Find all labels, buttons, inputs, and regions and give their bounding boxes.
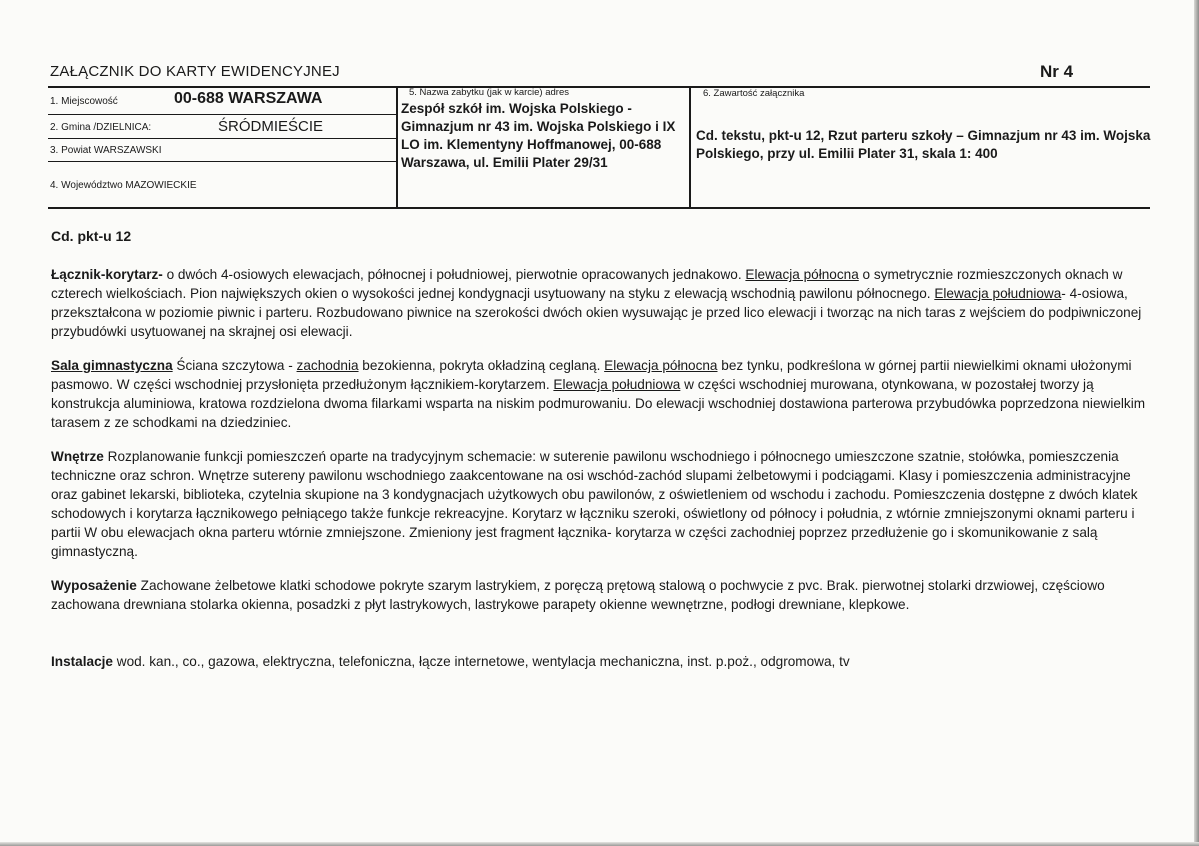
paragraph-text: Zachowane żelbetowe klatki schodowe pokryte szarym lastrykiem, z poręczą prętową stalową o pochwycie z pvc. Brak. pierwotnej stolarki drzwiowej, częściowo zachowana drewniana stolarka okienna, posadzki z płyt lastrykowych, lastrykowe parapety okienne wewnętrzne, podłogi drewniane, klepkowe. bbox=[51, 578, 1105, 612]
field-value-miejscowosc: 00-688 WARSZAWA bbox=[174, 90, 323, 107]
paragraph-lead: Wyposażenie bbox=[51, 578, 137, 593]
paragraph-text: w części wschodniej murowana, otynkowana, w pozostałej tworzy ją konstrukcja aluminiowa, kratowa rozdzielona dwoma filarkami wsparta na niskim podmurowaniu. Do elewacji wschodniej dostawiona parterowa przybudówka poprzedzona niewielkim tarasem z ze schodkami na dziedziniec. bbox=[51, 377, 1146, 430]
paragraph-lead: Instalacje bbox=[51, 654, 113, 669]
field-label-powiat: 3. Powiat WARSZAWSKI bbox=[50, 145, 162, 156]
underlined-term: Elewacja północna bbox=[745, 267, 859, 282]
paragraph-sala bbox=[51, 356, 1156, 432]
underlined-term: Elewacja południowa bbox=[553, 377, 681, 392]
row-divider bbox=[48, 138, 396, 139]
scan-edge bbox=[1194, 0, 1199, 846]
column-divider bbox=[689, 86, 691, 208]
paragraph-text: wod. kan., co., gazowa, elektryczna, telefoniczna, łącze internetowe, wentylacja mechaniczna, inst. p.poż., odgromowa, tv bbox=[112, 654, 850, 669]
document-title: ZAŁĄCZNIK DO KARTY EWIDENCYJNEJ bbox=[50, 63, 340, 80]
field-value-nazwa: Zespół szkół im. Wojska Polskiego - Gimnazjum nr 43 im. Wojska Polskiego i IX LO im. Klementyny Hoffmanowej, 00-688 Warszawa, ul. Emilii Plater 29/31 bbox=[401, 101, 676, 170]
paragraph-lead: Wnętrze bbox=[51, 449, 104, 464]
underlined-term: Elewacja północna bbox=[604, 358, 718, 373]
form-bottom-border bbox=[48, 207, 1150, 209]
field-label-wojewodztwo: 4. Województwo MAZOWIECKIE bbox=[50, 180, 197, 191]
paragraph-instalacje bbox=[51, 652, 1156, 671]
field-label-gmina: 2. Gmina /DZIELNICA: bbox=[50, 122, 152, 133]
paragraph-text: Ściana szczytowa - bbox=[172, 358, 297, 373]
field-value-gmina: ŚRÓDMIEŚCIE bbox=[218, 118, 324, 135]
row-divider bbox=[48, 161, 396, 162]
paragraph-wyposazenie bbox=[51, 576, 1156, 614]
row-divider bbox=[48, 114, 396, 115]
form-top-border bbox=[48, 86, 1150, 88]
paragraph-lacznik bbox=[51, 265, 1156, 341]
paragraph-lead: Łącznik-korytarz- bbox=[51, 267, 163, 282]
field-label-nazwa: 5. Nazwa zabytku (jak w karcie) adres bbox=[409, 87, 569, 98]
paragraph-text: o symetrycznie rozmieszczonych oknach w czterech wielkościach. Pion największych okien o wysokości jednej kondygnacji usytuowany na styku z elewacją wschodnią pawilonu północnego. bbox=[51, 267, 1123, 301]
paragraph-text: bezokienna, pokryta okładziną ceglaną. bbox=[358, 358, 605, 373]
column-divider bbox=[396, 86, 398, 208]
scan-edge bbox=[0, 842, 1199, 846]
underlined-term: Elewacja południowa bbox=[934, 286, 1062, 301]
paragraph-text: - 4-osiowa, przekształcona w poziomie piwnic i parteru. Rozbudowano piwnice na szerokości dwóch okien wysuwając je przed lico elewacji i tworząc na nich taras z wejściem do podpiwniczonej przybudówki usytuowanej na skrajnej osi elewacji. bbox=[51, 286, 1142, 339]
field-label-miejscowosc: 1. Miejscowość bbox=[50, 96, 118, 107]
paragraph-lead: Sala gimnastyczna bbox=[51, 358, 173, 373]
paragraph-wnetrze bbox=[51, 447, 1156, 561]
paragraph-text: Rozplanowanie funkcji pomieszczeń oparte na tradycyjnym schemacie: w suterenie pawilonu wschodniego i północnego umieszczone szatnie, stołówka, pomieszczenia techniczne oraz schron. Wnętrze sutereny pawilonu wschodniego zaakcentowane na osi wschód-zachód slupami żelbetowymi i podciągami. Klasy i pomieszczenia administracyjne oraz gabinet lekarski, biblioteka, czytelnia skupione na 3 kondygnacjach użytkowych obu pawilonów, z oświetleniem od wschodu i zachodu. Pomieszczenia dostępne z dwóch klatek schodowych i korytarza łącznikowego pełniącego także funkcje rekreacyjne. Korytarz w łączniku szeroki, oświetlony od północy i południa, z wtórnie zmniejszonymi oknami parteru i partii W obu elewacjach okna parteru wtórnie zmniejszone. Zmieniony jest fragment łącznika- korytarza w części zachodniej poprzez przedłużenie go i skomunikowanie z salą gimnastyczną. bbox=[51, 449, 1138, 559]
document-number: Nr 4 bbox=[1040, 62, 1074, 81]
paragraph-text: bez tynku, podkreślona w górnej partii niewielkimi oknami ułożonymi pasmowo. W części wschodniej przysłonięta przedłużonym łącznikiem-korytarzem. bbox=[51, 358, 1132, 392]
section-heading: Cd. pkt-u 12 bbox=[51, 228, 132, 244]
paragraph-text: o dwóch 4-osiowych elewacjach, północnej i południowej, pierwotnie opracowanych jednakowo. bbox=[162, 267, 746, 282]
underlined-term: zachodnia bbox=[296, 358, 359, 373]
field-label-zawartosc: 6. Zawartość załącznika bbox=[703, 88, 805, 99]
field-value-zawartosc: Cd. tekstu, pkt-u 12, Rzut parteru szkoły – Gimnazjum nr 43 im. Wojska Polskiego, przy ul. Emilii Plater 31, skala 1: 400 bbox=[696, 128, 1151, 161]
